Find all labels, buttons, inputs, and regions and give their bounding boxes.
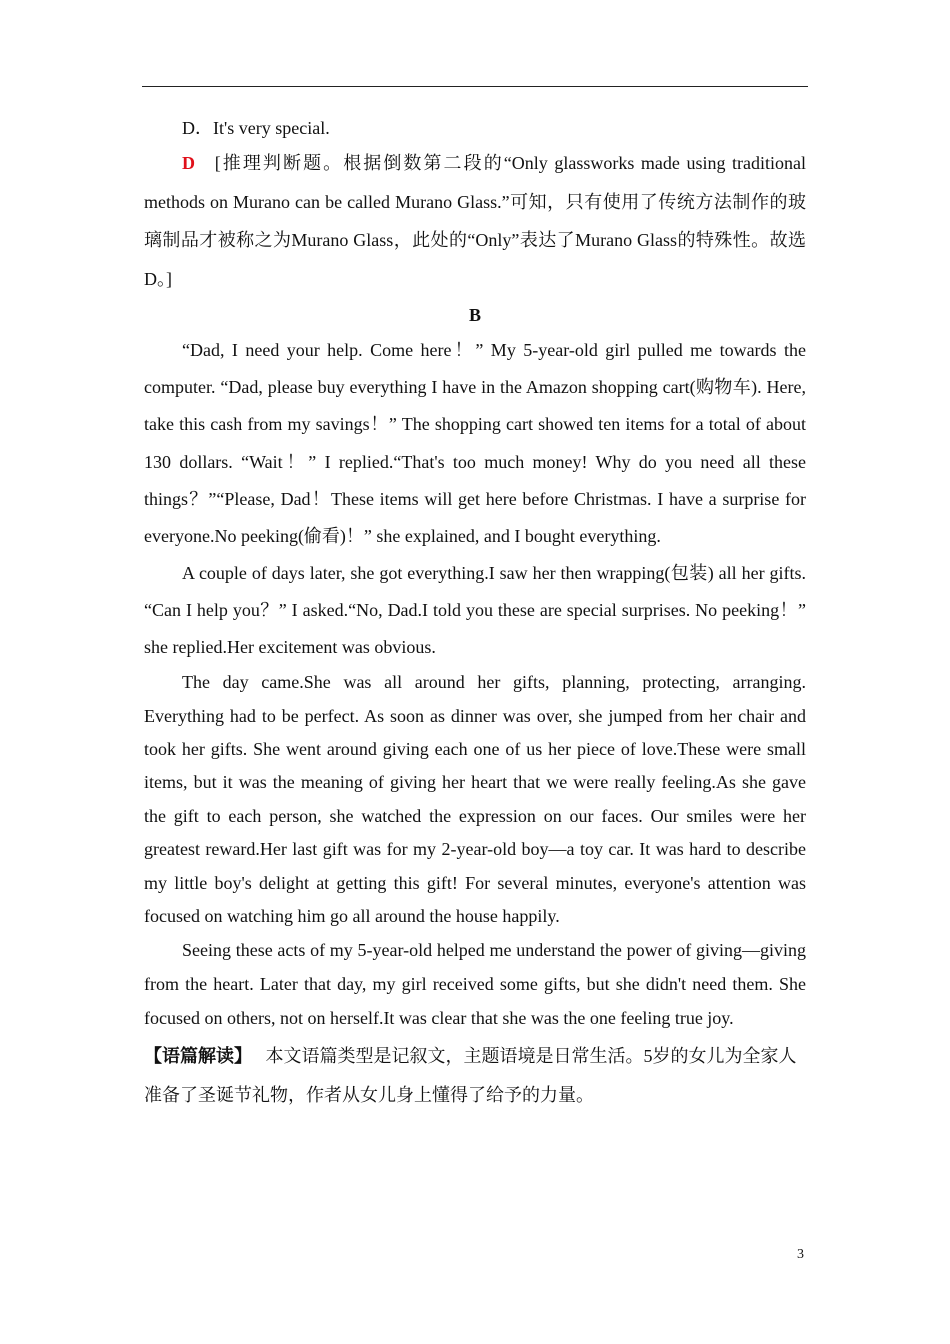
option-d: D．It's very special. bbox=[182, 118, 330, 138]
passage-paragraph: Seeing these acts of my 5-year-old helped me understand the power of giving—giving from the heart. Later that day, my girl received some gifts, but she didn't need them. She focused on others, not on herself.It was clear that she was the one feeling true joy. bbox=[144, 940, 806, 1029]
section-label: B bbox=[468, 305, 481, 325]
page-number: 3 bbox=[797, 1247, 804, 1262]
answer-text: [推理判断题。根据倒数第二段的“Only glassworks made using traditional methods on Murano can be called Murano Glass.”可知，只有使用了传统方法制作的玻璃制品才被称之为Murano Glass，此处的“Only”表达了Murano Glass的特殊性。故选D。] bbox=[144, 153, 806, 289]
analysis-text: 本文语篇类型是记叙文，主题语境是日常生活。5岁的女儿为全家人准备了圣诞节礼物，作者从女儿身上懂得了给予的力量。 bbox=[144, 1046, 797, 1106]
answer-letter: D bbox=[182, 153, 195, 173]
header-rule bbox=[142, 86, 808, 87]
passage-paragraph: “Dad, I need your help. Come here！” My 5-year-old girl pulled me towards the computer. “Dad, please buy everything I have in the Amazon shopping cart(购物车). Here, take this cash from my savings！” The shopping cart showed ten items for a total of about 130 dollars. “Wait！” I replied.“That's too much money! Why do you need all these things？”“Please, Dad！These items will get here before Christmas. I have a surprise for everyone.No peeking(偷看)！” she explained, and I bought everything. bbox=[144, 340, 806, 547]
page-content bbox=[144, 112, 806, 1115]
passage-paragraph: A couple of days later, she got everything.I saw her then wrapping(包装) all her gifts. “Can I help you？” I asked.“No, Dad.I told you these are special surprises. No peeking！” she replied.Her excitement was obvious. bbox=[144, 563, 806, 658]
answer-explanation bbox=[144, 144, 806, 298]
passage-analysis bbox=[144, 1037, 806, 1115]
passage-paragraph: The day came.She was all around her gifts, planning, protecting, arranging. Everything had to be perfect. As soon as dinner was over, she jumped from her chair and took her gifts. She went around giving each one of us her piece of love.These were small items, but it was the meaning of giving her heart that we were really feeling.As she gave the gift to each person, she watched the expression on our faces. Our smiles were her greatest reward.Her last gift was for my 2-year-old boy—a toy car. It was hard to describe my little boy's delight at getting this gift! For several minutes, everyone's attention was focused on watching him go all around the house happily. bbox=[144, 672, 806, 927]
analysis-tag: 【语篇解读】 bbox=[144, 1046, 252, 1067]
